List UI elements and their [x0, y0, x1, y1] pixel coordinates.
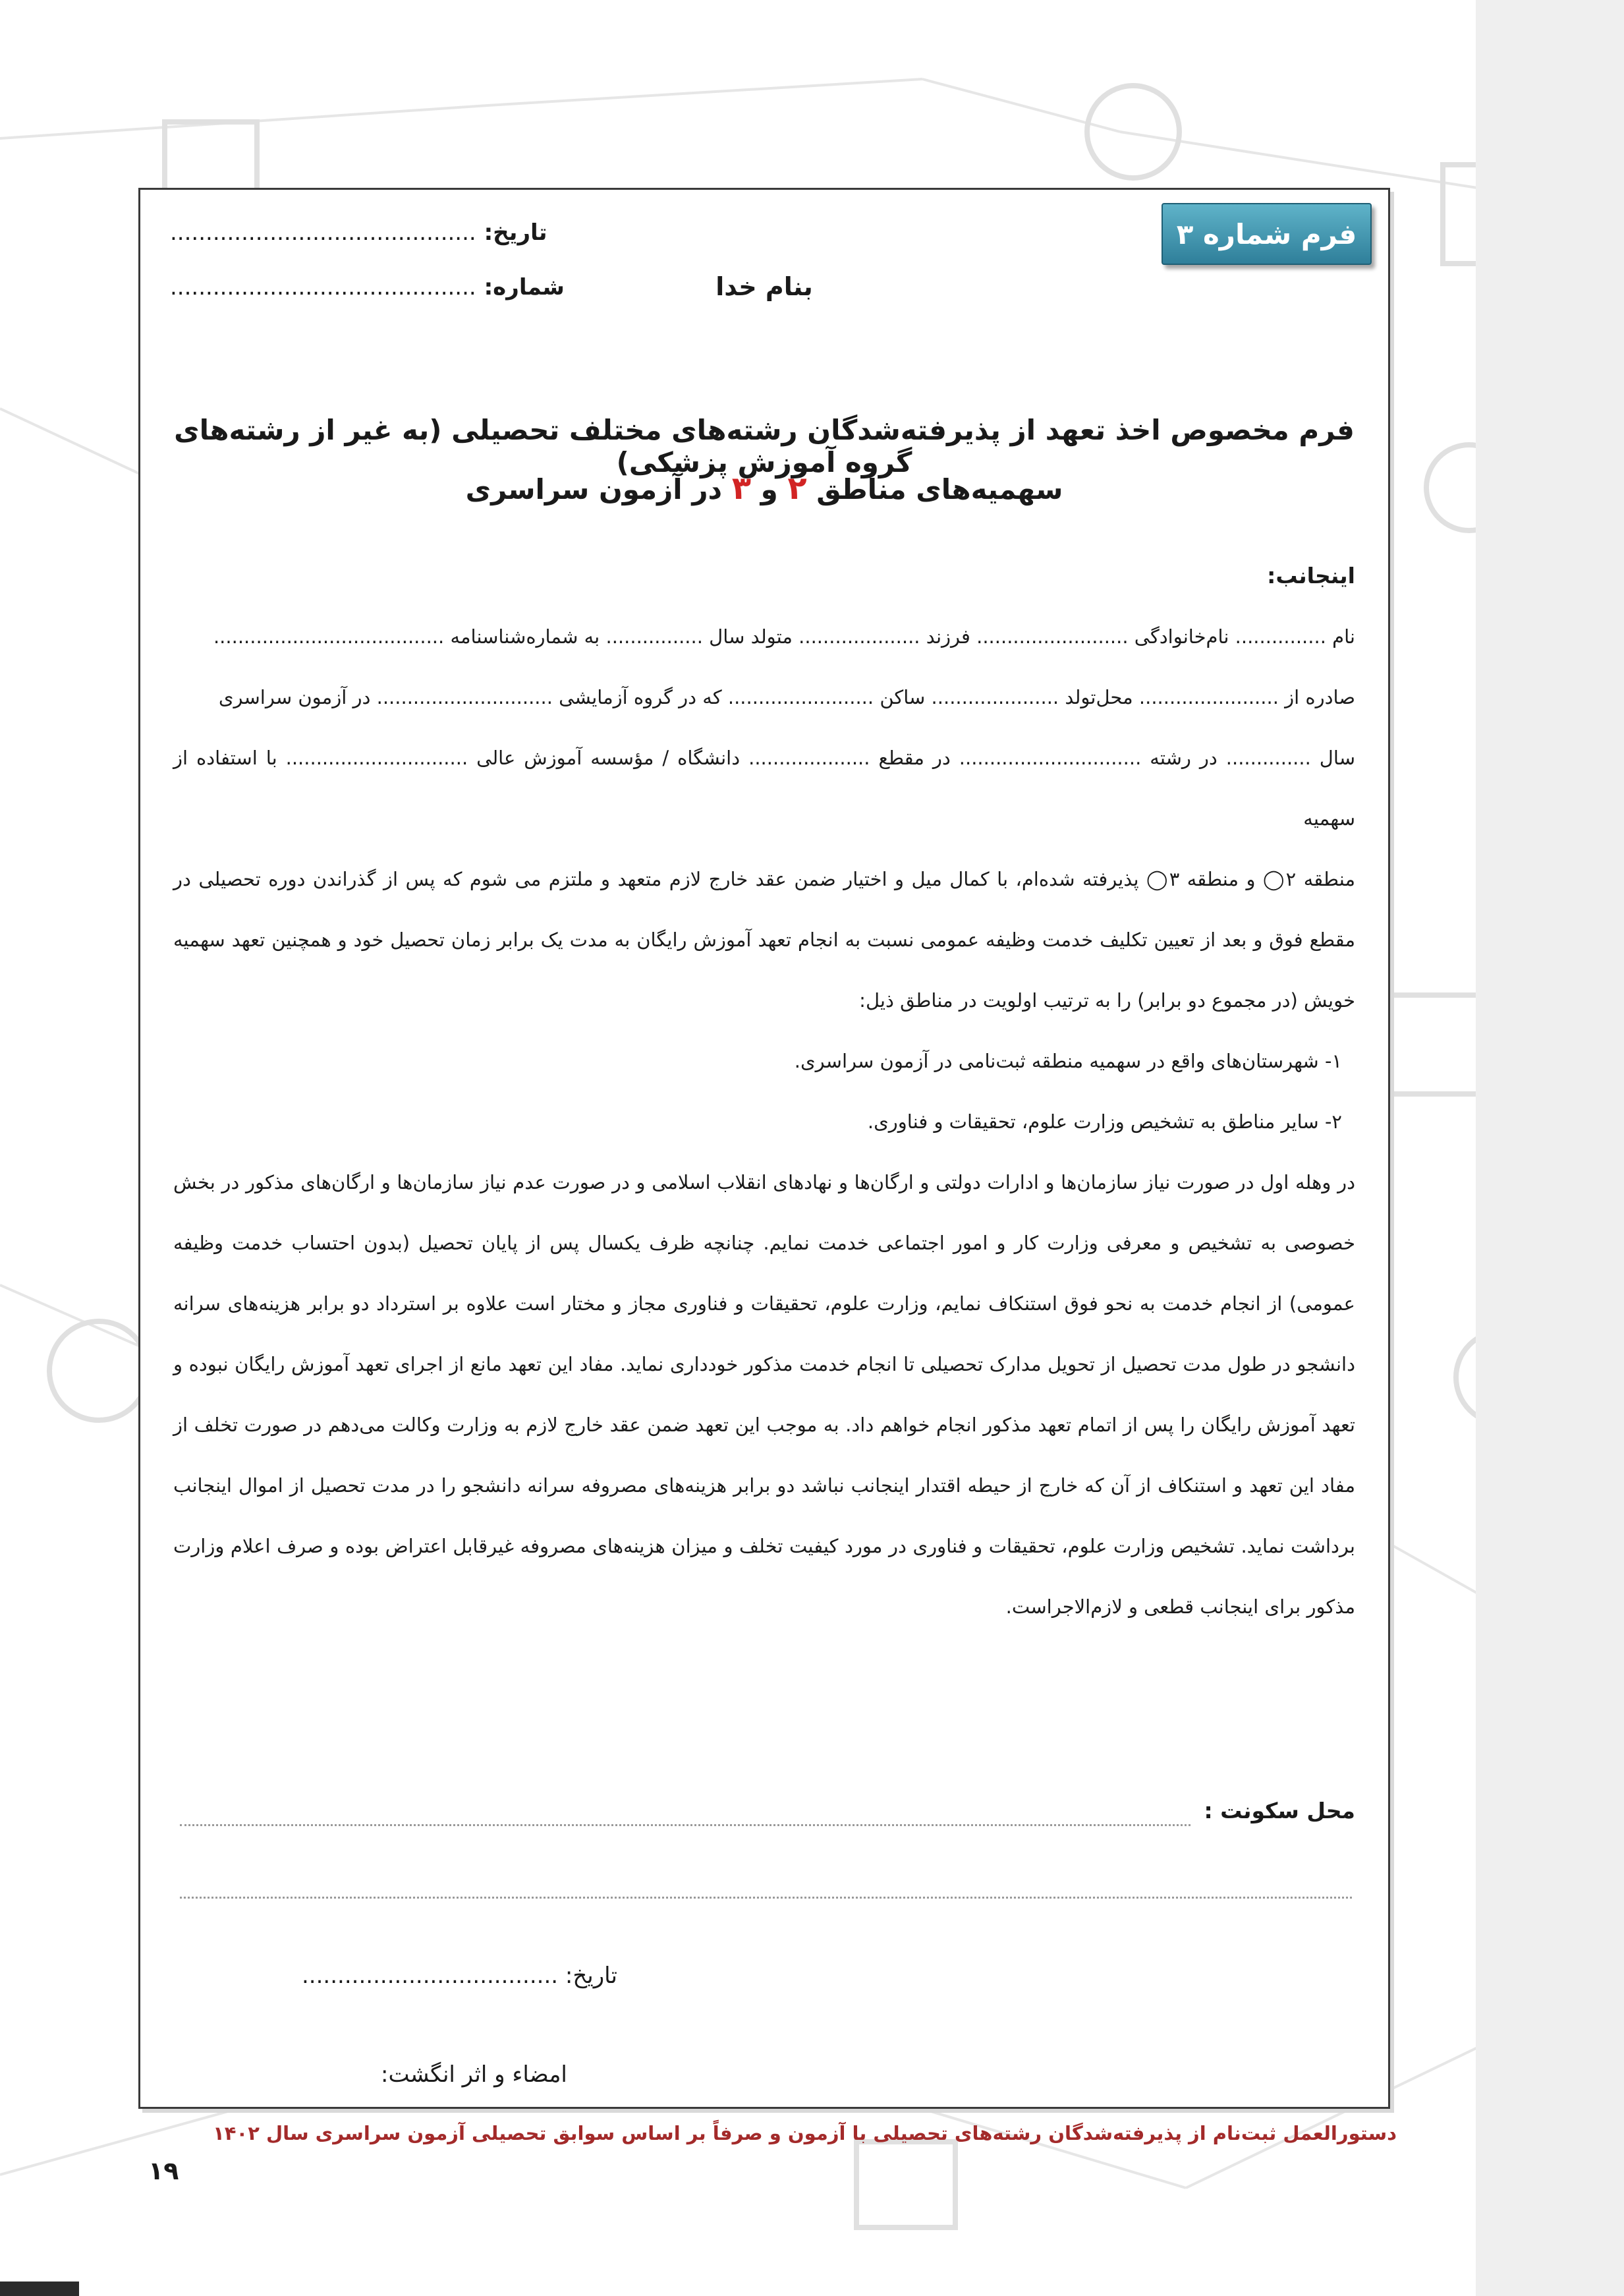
- residence-dotted-line-2: [180, 1897, 1352, 1899]
- fill-line-3: سال .............. در رشته .............................. در مقطع .................... دانشگاه / مؤسسه آموزش عالی .............................. با استفاده از سهمیه: [173, 747, 1355, 830]
- fill-line-2: صادره از ....................... محل‌تولد ..................... ساکن ........................ که در گروه آزمایشی ............................. در آزمون سراسری: [218, 686, 1355, 708]
- form-title-line2-b: در آزمون سراسری: [465, 473, 732, 505]
- zone-2-number: ۲: [787, 470, 807, 507]
- header-number-label: شماره:: [484, 274, 565, 301]
- header-date: [170, 219, 547, 246]
- form-number-badge: [1162, 203, 1372, 265]
- form-number-label: فرم شماره ۳: [1176, 217, 1357, 250]
- commitment-paragraph-2: در وهله اول در صورت نیاز سازمان‌ها و ادارات دولتی و ارگان‌ها و نهادهای انقلاب اسلامی و در صورت عدم نیاز سازمان‌ها و ارگان‌های مذکور در بخش خصوصی به تشخیص و معرفی وزارت کار و امور اجتماعی خدمت نمایم. چنانچه ظرف یکسال پس از پایان تحصیل (بدون احتساب خدمت وظیفه عمومی) از انجام خدمت به نحو فوق استنکاف نمایم، وزارت علوم، تحقیقات و فناوری مجاز و مختار است علاوه بر استرداد دو برابر هزینه‌های سرانه دانشجو در طول مدت تحصیل از تحویل مدارک تحصیلی تا انجام خدمت مذکور خودداری نماید. مفاد این تعهد مانع از اجرای تعهد آموزش رایگان نبوده و تعهد آموزش رایگان را پس از اتمام تعهد مذکور انجام خواهم داد. به موجب این تعهد ضمن عقد خارج لازم به وزارت وکالت می‌دهم در صورت تخلف از مفاد این تعهد و استنکاف از آن که خارج از حیطه اقتدار اینجانب نباشد دو برابر هزینه‌های مصروفه سرانه دانشجو را در مدت تحصیل از اموال اینجانب برداشت نماید. تشخیص وزارت علوم، تحقیقات و فناوری در مورد کیفیت تخلف و میزان هزینه‌های مصروفه غیرقابل اعتراض بوده و صرف اعلام وزارت مذکور برای اینجانب قطعی و لازم‌الاجراست.: [173, 1171, 1355, 1618]
- page-number: ۱۹: [148, 2156, 179, 2185]
- priority-item-1: ۱- شهرستان‌های واقع در سهمیه منطقه ثبت‌نامی در آزمون سراسری.: [794, 1050, 1342, 1072]
- signature-date-label: تاریخ:: [565, 1963, 617, 1989]
- signature-date-dots: ....................................: [302, 1963, 559, 1989]
- side-band: [1476, 0, 1624, 2296]
- residence-label: محل سکونت :: [1204, 1798, 1355, 1823]
- fill-line-1: نام ............... نام‌خانوادگی ......................... فرزند .................... متولد سال ................ به شماره‌شناسنامه ......................................: [213, 625, 1355, 648]
- form-title-line2-a: سهمیه‌های مناطق: [806, 473, 1063, 505]
- form-title-and: و: [750, 473, 788, 505]
- priority-item-2: ۲- سایر مناطق به تشخیص وزارت علوم، تحقیقات و فناوری.: [867, 1110, 1342, 1133]
- body-lead: اینجانب:: [1267, 563, 1355, 588]
- form-title-line1: فرم مخصوص اخذ تعهد از پذیرفته‌شدگان رشته‌های مختلف تحصیلی (به غیر از رشته‌های گروه آموزش پزشکی): [174, 414, 1355, 478]
- signature-date: [302, 1963, 617, 1989]
- header-number-dots: ...........................................: [170, 274, 476, 301]
- basmala: بنام خدا: [715, 272, 813, 301]
- commitment-body: [173, 546, 1355, 1637]
- residence-dotted-line-1: [180, 1824, 1190, 1826]
- form-frame: [138, 188, 1390, 2109]
- corner-logo: [0, 2282, 79, 2296]
- form-title-line2: [167, 470, 1362, 507]
- commitment-paragraph-1: منطقه ۲◯ و منطقه ۳◯ پذیرفته شده‌ام، با کمال میل و اختیار ضمن عقد خارج لازم متعهد و ملتزم می شوم که پس از گذراندن دوره تحصیلی در مقطع فوق و بعد از تعیین تکلیف خدمت وظیفه عمومی نسبت به انجام تعهد آموزش رایگان به مدت یک برابر زمان تحصیل خود و همچنین تعهد سهمیه خویش (در مجموع دو برابر) را به ترتیب اولویت در مناطق ذیل:: [173, 868, 1355, 1012]
- zone-3-number: ۳: [731, 470, 751, 507]
- footer-text: دستورالعمل ثبت‌نام از پذیرفته‌شدگان رشته‌های تحصیلی با آزمون و صرفاً بر اساس سوابق تحصیلی آزمون سراسری سال ۱۴۰۲: [213, 2122, 1397, 2144]
- header-date-label: تاریخ:: [484, 219, 547, 246]
- signature-label: امضاء و اثر انگشت:: [381, 2061, 567, 2088]
- header-date-dots: ...........................................: [170, 219, 476, 246]
